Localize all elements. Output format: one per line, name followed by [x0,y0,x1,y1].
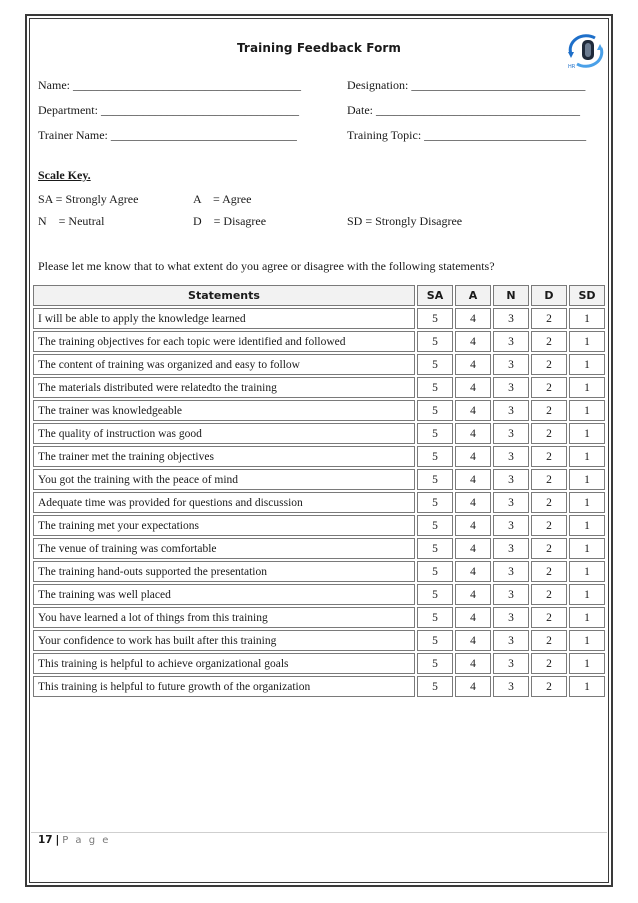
header-sd: SD [569,285,605,306]
rating-option-d[interactable]: 2 [531,538,567,559]
rating-option-sa[interactable]: 5 [417,423,453,444]
rating-option-sa[interactable]: 5 [417,354,453,375]
rating-option-sa[interactable]: 5 [417,538,453,559]
rating-option-a[interactable]: 4 [455,469,491,490]
table-header-row [33,285,605,306]
statement-text: The materials distributed were relatedto the training [33,377,415,398]
rating-option-d[interactable]: 2 [531,446,567,467]
designation-field[interactable]: Designation: _____________________________ [347,78,586,92]
rating-option-a[interactable]: 4 [455,377,491,398]
table-row [33,492,605,513]
statement-text: You have learned a lot of things from this training [33,607,415,628]
rating-option-a[interactable]: 4 [455,515,491,536]
table-row [33,676,605,697]
rating-option-n[interactable]: 3 [493,515,529,536]
rating-option-d[interactable]: 2 [531,400,567,421]
trainer-name-field[interactable]: Trainer Name: _______________________________ [38,128,297,142]
rating-option-n[interactable]: 3 [493,446,529,467]
table-row [33,400,605,421]
page-number: 17 [38,834,53,846]
statement-text: The training was well placed [33,584,415,605]
table-row [33,630,605,651]
svg-text:HR: HR [568,64,576,70]
rating-option-sd[interactable]: 1 [569,492,605,513]
rating-option-sa[interactable]: 5 [417,308,453,329]
rating-option-sa[interactable]: 5 [417,377,453,398]
rating-option-d[interactable]: 2 [531,653,567,674]
statement-text: This training is helpful to achieve organizational goals [33,653,415,674]
rating-option-n[interactable]: 3 [493,400,529,421]
rating-option-d[interactable]: 2 [531,584,567,605]
rating-option-sd[interactable]: 1 [569,400,605,421]
rating-option-a[interactable]: 4 [455,423,491,444]
statement-text: The trainer met the training objectives [33,446,415,467]
rating-option-sd[interactable]: 1 [569,676,605,697]
instruction-text: Please let me know that to what extent do you agree or disagree with the following statements? [38,259,495,273]
rating-option-sd[interactable]: 1 [569,561,605,582]
rating-option-sd[interactable]: 1 [569,469,605,490]
statement-text: You got the training with the peace of mind [33,469,415,490]
name-field[interactable]: Name: ______________________________________ [38,78,301,92]
rating-option-d[interactable]: 2 [531,492,567,513]
rating-option-d[interactable]: 2 [531,331,567,352]
statement-text: The venue of training was comfortable [33,538,415,559]
rating-option-n[interactable]: 3 [493,584,529,605]
rating-option-sa[interactable]: 5 [417,584,453,605]
statement-text: The trainer was knowledgeable [33,400,415,421]
footer-separator: | [55,834,60,846]
rating-option-d[interactable]: 2 [531,354,567,375]
rating-option-sd[interactable]: 1 [569,423,605,444]
header-sa: SA [417,285,453,306]
rating-option-d[interactable]: 2 [531,607,567,628]
rating-option-a[interactable]: 4 [455,400,491,421]
table-row [33,446,605,467]
scale-d: D = Disagree [193,214,267,228]
page-footer [38,834,110,846]
rating-option-sd[interactable]: 1 [569,538,605,559]
training-topic-field[interactable]: Training Topic: ___________________________ [347,128,587,142]
table-row [33,584,605,605]
date-field[interactable]: Date: __________________________________ [347,103,580,117]
rating-option-sa[interactable]: 5 [417,492,453,513]
rating-option-n[interactable]: 3 [493,354,529,375]
statement-text: The training objectives for each topic were identified and followed [33,331,415,352]
rating-option-d[interactable]: 2 [531,423,567,444]
rating-option-sa[interactable]: 5 [417,561,453,582]
rating-option-sd[interactable]: 1 [569,331,605,352]
rating-option-a[interactable]: 4 [455,653,491,674]
company-logo-icon [565,32,607,70]
rating-option-a[interactable]: 4 [455,331,491,352]
scale-a: A = Agree [193,192,252,206]
rating-option-sd[interactable]: 1 [569,354,605,375]
statement-text: The training hand-outs supported the presentation [33,561,415,582]
table-row [33,377,605,398]
rating-option-sd[interactable]: 1 [569,377,605,398]
rating-option-d[interactable]: 2 [531,308,567,329]
header-a: A [455,285,491,306]
page-label: P a g e [62,835,111,846]
rating-option-sa[interactable]: 5 [417,331,453,352]
table-row [33,423,605,444]
statement-text: The training met your expectations [33,515,415,536]
statement-text: The quality of instruction was good [33,423,415,444]
rating-option-n[interactable]: 3 [493,331,529,352]
rating-option-sd[interactable]: 1 [569,584,605,605]
rating-option-sd[interactable]: 1 [569,446,605,467]
rating-option-sa[interactable]: 5 [417,515,453,536]
table-row [33,308,605,329]
rating-option-a[interactable]: 4 [455,446,491,467]
table-row [33,515,605,536]
rating-option-a[interactable]: 4 [455,630,491,651]
rating-option-a[interactable]: 4 [455,538,491,559]
rating-option-n[interactable]: 3 [493,469,529,490]
statement-text: I will be able to apply the knowledge learned [33,308,415,329]
rating-option-n[interactable]: 3 [493,561,529,582]
table-row [33,469,605,490]
rating-option-sd[interactable]: 1 [569,515,605,536]
rating-option-sd[interactable]: 1 [569,630,605,651]
statement-text: The content of training was organized and easy to follow [33,354,415,375]
rating-option-d[interactable]: 2 [531,515,567,536]
rating-option-sa[interactable]: 5 [417,607,453,628]
table-row [33,538,605,559]
form-title: Training Feedback Form [236,41,402,55]
scale-key-heading: Scale Key. [38,168,91,182]
rating-option-sd[interactable]: 1 [569,308,605,329]
rating-option-a[interactable]: 4 [455,492,491,513]
rating-option-n[interactable]: 3 [493,538,529,559]
rating-option-a[interactable]: 4 [455,584,491,605]
rating-option-sa[interactable]: 5 [417,469,453,490]
rating-option-d[interactable]: 2 [531,377,567,398]
rating-option-d[interactable]: 2 [531,676,567,697]
statement-text: Your confidence to work has built after this training [33,630,415,651]
rating-option-n[interactable]: 3 [493,653,529,674]
scale-n: N = Neutral [38,214,105,228]
rating-option-sd[interactable]: 1 [569,653,605,674]
rating-option-a[interactable]: 4 [455,561,491,582]
rating-option-sa[interactable]: 5 [417,653,453,674]
rating-option-a[interactable]: 4 [455,308,491,329]
table-row [33,354,605,375]
table-row [33,331,605,352]
rating-option-d[interactable]: 2 [531,469,567,490]
header-n: N [493,285,529,306]
scale-sa: SA = Strongly Agree [38,192,139,206]
table-row [33,653,605,674]
rating-option-sd[interactable]: 1 [569,607,605,628]
statements-table [31,283,607,699]
rating-option-n[interactable]: 3 [493,607,529,628]
rating-option-sa[interactable]: 5 [417,630,453,651]
statement-text: Adequate time was provided for questions and discussion [33,492,415,513]
rating-option-d[interactable]: 2 [531,630,567,651]
rating-option-n[interactable]: 3 [493,308,529,329]
footer-divider [31,832,607,833]
scale-sd: SD = Strongly Disagree [347,214,463,228]
table-row [33,561,605,582]
header-d: D [531,285,567,306]
rating-option-sa[interactable]: 5 [417,676,453,697]
rating-option-a[interactable]: 4 [455,354,491,375]
rating-option-n[interactable]: 3 [493,492,529,513]
header-statements: Statements [33,285,415,306]
table-row [33,607,605,628]
rating-option-a[interactable]: 4 [455,607,491,628]
rating-option-sa[interactable]: 5 [417,400,453,421]
rating-option-n[interactable]: 3 [493,377,529,398]
rating-option-n[interactable]: 3 [493,630,529,651]
rating-option-n[interactable]: 3 [493,676,529,697]
rating-option-sa[interactable]: 5 [417,446,453,467]
rating-option-a[interactable]: 4 [455,676,491,697]
department-field[interactable]: Department: _________________________________ [38,103,299,117]
statement-text: This training is helpful to future growth of the organization [33,676,415,697]
rating-option-d[interactable]: 2 [531,561,567,582]
rating-option-n[interactable]: 3 [493,423,529,444]
